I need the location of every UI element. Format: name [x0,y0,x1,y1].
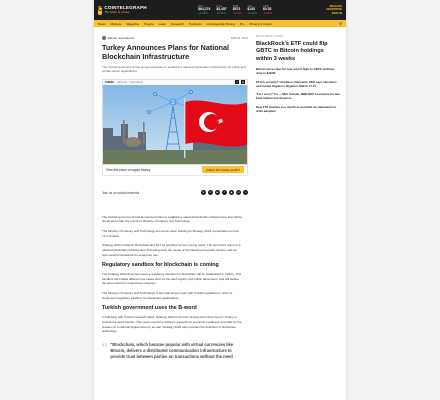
sidebar-top-story[interactable]: BlackRock's ETF could flip GBTC in Bitcoin holdings within 3 weeks [256,41,328,62]
paragraph: The Turkish government has announced plans to establish a national blockchain infrastructure that will be developed under the country's Ministry of Industry and Technology. [102,214,242,224]
nav-item-privacy[interactable]: Privacy & Crypto [249,21,272,26]
quote-mark-icon: “ [102,339,108,354]
collect-nft-button[interactable]: Collect this article as NFT [202,166,244,173]
linkedin-icon[interactable]: in [237,191,240,195]
ticker-item[interactable]: XRP $0.52 -0.35% [262,4,272,15]
sign-in-link[interactable]: SIGN IN [331,10,342,15]
ticker-item[interactable]: ETH $3,457 +0.21% [216,4,227,15]
paragraph: In following with Turkish research plans, Strategy 2023 is the first ministry-level document in Turkey to include the word 'bitcoin'. This report mentions Turkey's research on economic readiness and calls for the creation of a national digital currency as well. Strategy 2023 also provides the definition of blockchain technology. [102,315,242,334]
nav-item-podcasts[interactable]: Podcasts [189,21,202,26]
search-icon[interactable]: ⚲ [339,21,342,26]
social-label: Join us on social networks [102,190,140,195]
hero-toolbar [103,80,247,85]
ticker-item[interactable]: SOL $145 +1.04% [247,4,257,15]
author-avatar[interactable] [102,36,106,40]
instagram-icon[interactable]: ◉ [230,191,233,195]
section-heading: Regulatory sandbox for blockchain is coming [102,262,219,269]
list-item[interactable]: 'Am I sorry?' lol — SEC founder, MBE BPZ Assurance for law fund market-Yan Expense [256,92,340,101]
facebook-icon[interactable]: f [222,190,227,195]
advertise-link[interactable]: ADVERTISE [325,7,342,12]
paragraph: The Ministry of Industry and Technology set out its vision starting its Strategy 2023 presentation on Feb. 13 in Ankara. [102,228,240,238]
nav-item-people[interactable]: People [144,21,154,26]
ticker-item[interactable]: BNB $573 -0.11% [232,4,242,15]
byline [102,35,248,41]
paragraph: Strategy 2023 envisions blockchain and DLT as priorities for the coming years. The document refers to a national blockchain infrastructure that will service the needs of the banking and public sectors, with an open-source framework for enterprise use. [102,243,241,257]
publish-date: FEB 06, 2024 [230,36,248,40]
header-links [326,5,342,15]
site-logo[interactable] [98,5,147,15]
nav-item-research[interactable]: Research [171,21,185,26]
hero-meta: ARTICLE · 2 MIN READ [116,80,143,84]
ground [103,150,248,165]
ticker-item[interactable]: BTC $64,274 +0.62% [198,4,211,15]
social-bar [102,189,248,197]
author-name[interactable]: Ellman Sonthelanon [108,36,135,40]
nav-item-learn[interactable]: Learn [158,21,167,26]
nav-item-pro[interactable]: Pro [239,21,245,26]
logo-name: COINTELEGRAPH [104,5,147,11]
nav-item-news[interactable]: News [98,21,106,26]
main-nav [94,20,346,27]
quote-text: "Blockchain, which became popular with virtual currencies like Bitcoin, delivers a distributed communication infrastructure to provide trust between parties on transactions without the need [110,341,234,359]
sidebar-label: MOST READ TODAY [256,35,284,38]
bookmark-icon[interactable]: ★ [241,80,245,84]
hero-image[interactable] [102,79,248,165]
price-ticker [148,5,322,15]
nav-item-magazine[interactable]: Magazine [126,21,140,26]
list-item[interactable]: New FTX doubles to a month as possible tip statements to drive adoption [256,105,337,114]
nft-collect-bar [102,165,248,176]
sidebar [256,35,340,360]
hero-badge: TRBNS [105,80,114,84]
page-content [94,27,346,360]
pull-quote [102,339,242,360]
article-title: Turkey Announces Plans for National Blockchain Infrastructure [102,43,230,61]
paragraph: The Strategy 2023 document says a regulatory sandbox for blockchain will be established in Turkey. This sandbox will enable different use cases such as the land registry and public documents, and will outline the best criteria for mainstream adoption. [102,272,242,286]
hero-illustration [103,80,248,165]
article [102,35,248,360]
language-link[interactable]: ENGLISH [329,3,342,8]
list-item[interactable]: ETH is security? Coinbase chancellor, SEC says sanctions new harder Hayden's litigation, March 17-21 [256,79,337,88]
rss-icon[interactable]: ⌖ [244,191,247,195]
section-heading: Turkish government uses the B-word [102,305,197,312]
sidebar-list [256,68,340,114]
x-icon[interactable]: 𝕏 [209,191,212,195]
logo-tagline: The future of money [104,9,130,14]
nav-item-mining[interactable]: Cointelegraph Mining [206,21,235,26]
article-body [102,215,248,360]
site-header [94,0,346,20]
telegram-icon[interactable]: ➤ [202,191,205,195]
collect-text: Own this piece of crypto history [106,167,151,172]
list-item[interactable]: Bitcoin price clear for new record high as GBTC outflows drop to $110M [256,66,335,75]
youtube-icon[interactable]: ▶ [216,191,219,195]
article-lede: The Turkish government has announced plans to establish a national blockchain infrastructure for public and private-sector applications. [102,65,246,74]
browser-page [94,0,346,400]
share-icon[interactable]: ↗ [235,80,239,84]
paragraph: The Ministry of Industry and Technology is also planning to work with Turkish regulators in order to implement regulatory sandbox for blockchain applications. [102,291,233,300]
nav-item-markets[interactable]: Markets [110,21,122,26]
logo-mark-icon: C [98,7,103,13]
